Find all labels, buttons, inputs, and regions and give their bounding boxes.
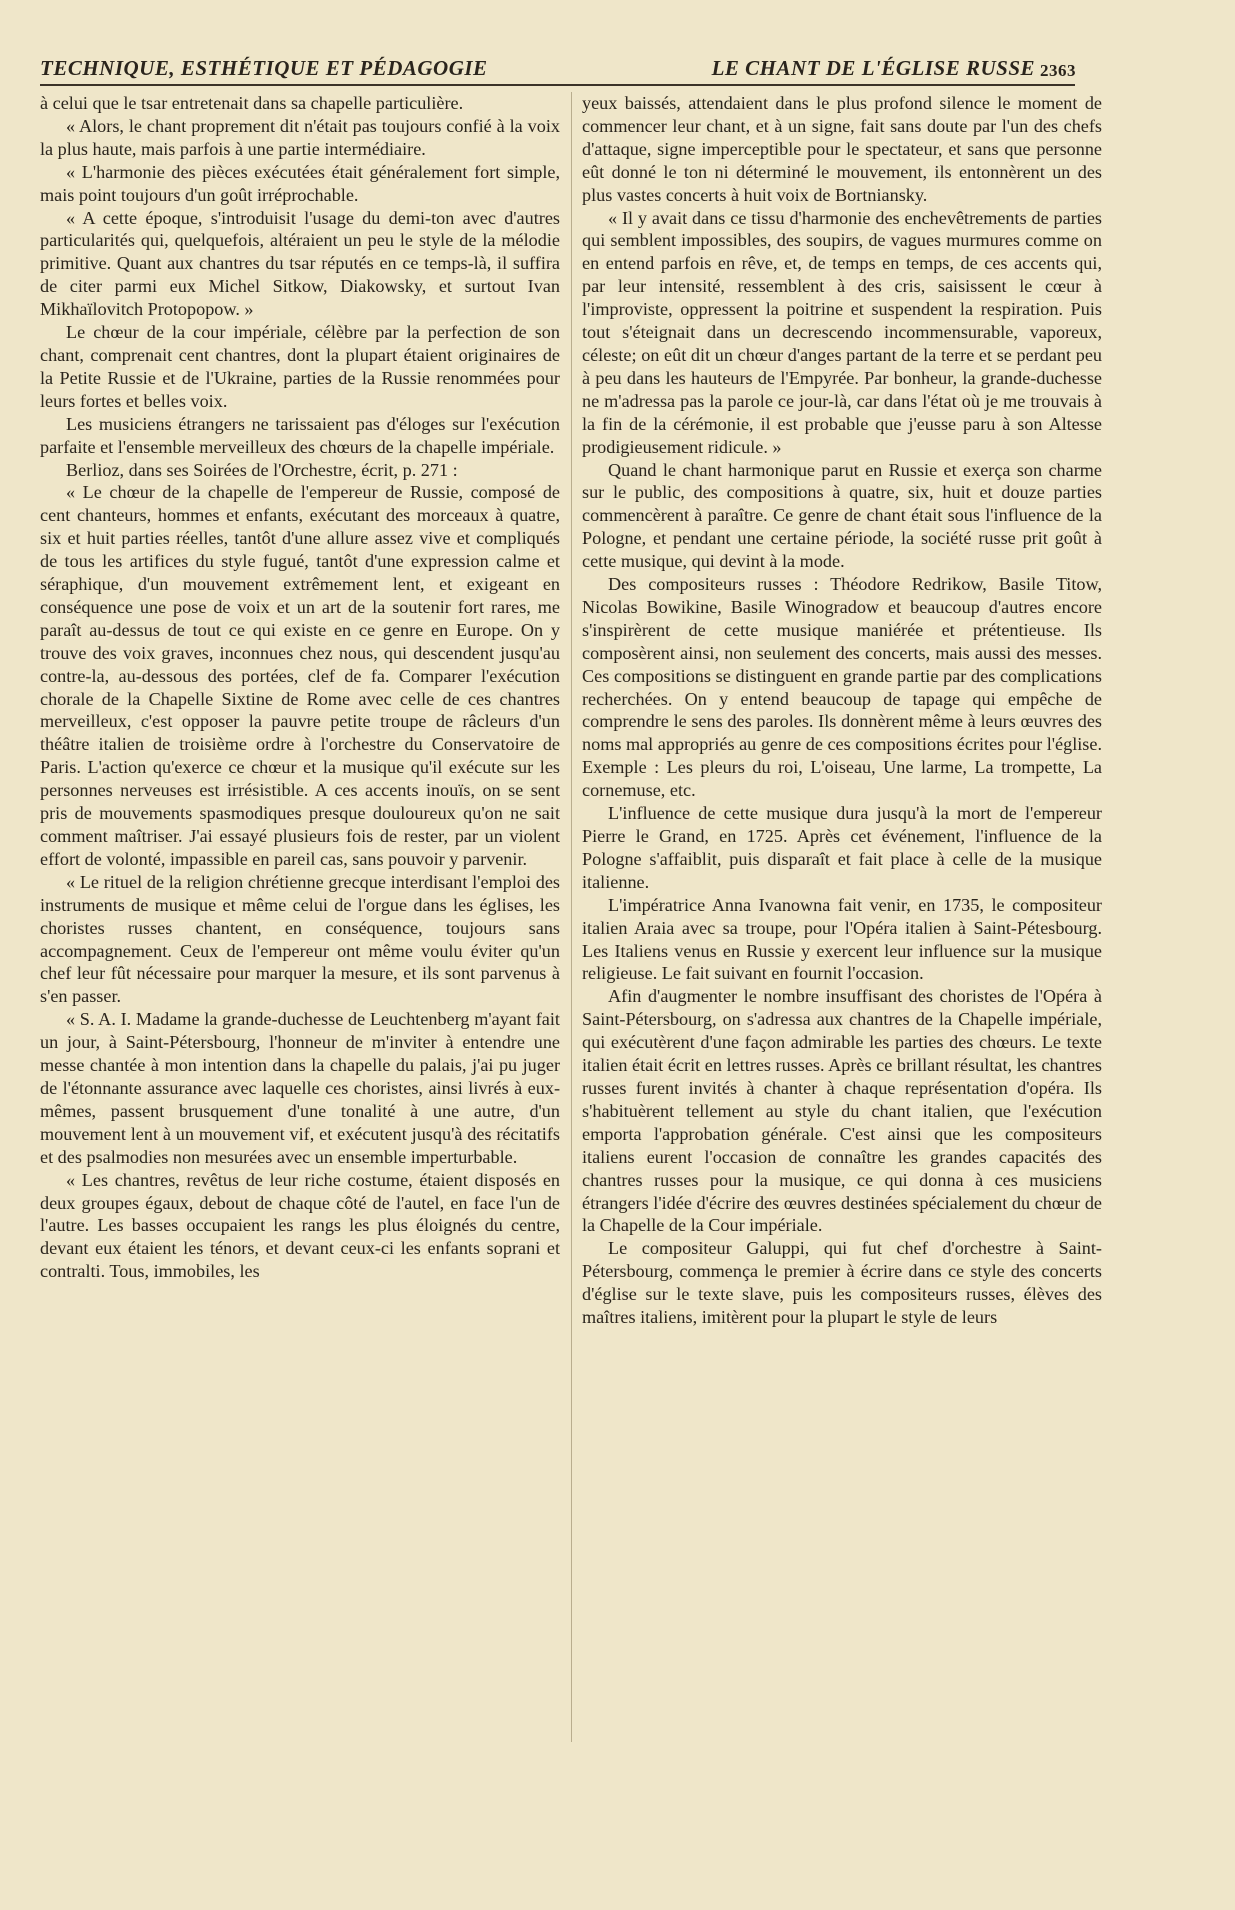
paragraph: Le compositeur Galuppi, qui fut chef d'orchestre à Saint-Pétersbourg, commença le premier à écrire dans ce style des concerts d'église sur le texte slave, puis les compositeurs russes, élèves des maîtres italiens, imitèrent pour la plupart le style de leurs (582, 1238, 1102, 1328)
paragraph: à celui que le tsar entretenait dans sa chapelle particulière. (40, 93, 464, 113)
right-column (582, 92, 1102, 1329)
page-number: 2363 (1040, 61, 1076, 80)
header-left-title: TECHNIQUE, ESTHÉTIQUE ET PÉDAGOGIE (40, 56, 488, 80)
paragraph: Quand le chant harmonique parut en Russie et exerça son charme sur le public, des compositions à quatre, six, huit et douze parties commencèrent à paraître. Ce genre de chant était sous l'influence de la Pologne, et pendant une certaine période, la société russe prit goût à cette musique, qui devint à la mode. (582, 459, 1102, 572)
paragraph: Le chœur de la cour impériale, célèbre par la perfection de son chant, comprenait cent chantres, dont la plupart étaient originaires de la Petite Russie et de l'Ukraine, parties de la Russie renommées pour leurs fortes et belles voix. (40, 322, 560, 411)
paragraph: « A cette époque, s'introduisit l'usage du demi-ton avec d'autres particularités qui, quelquefois, altéraient un peu le style de la mélodie primitive. Quant aux chantres du tsar réputés en ce temps-là, il suffira de citer parmi eux Michel Sitkow, Diakowsky, et surtout Ivan Mikhaïlovitch Protopopow. » (40, 207, 560, 320)
paragraph: L'influence de cette musique dura jusqu'à la mort de l'empereur Pierre le Grand, en 1725. Après cet événement, l'influence de la Pologne s'affaiblit, puis disparaît et fait place à celle de la musique italienne. (582, 803, 1102, 892)
header-right-title: LE CHANT DE L'ÉGLISE RUSSE (711, 56, 1035, 80)
paragraph: « Il y avait dans ce tissu d'harmonie des enchevêtrements de parties qui semblent impossibles, des soupirs, de vagues murmures comme on en entend parfois en rêve, et, de temps en temps, de ces accents qui, par leur intensité, ressemblent à des cris, saisissent le cœur à l'improviste, oppressent la poitrine et suspendent la respiration. Puis tout s'éteignait dans un decrescendo incommensurable, vaporeux, céleste; on eût dit un chœur d'anges partant de la terre et se perdant peu à peu dans les hauteurs de l'Empyrée. Par bonheur, la grande-duchesse ne m'adressa pas la parole ce jour-là, car dans l'état où je me trouvais à la fin de la cérémonie, il est probable que j'eusse paru à son Altesse prodigieusement ridicule. » (582, 207, 1102, 457)
paragraph: Les musiciens étrangers ne tarissaient pas d'éloges sur l'exécution parfaite et l'ensemble merveilleux des chœurs de la chapelle impériale. (40, 413, 560, 457)
paragraph: « S. A. I. Madame la grande-duchesse de Leuchtenberg m'ayant fait un jour, à Saint-Pétersbourg, l'honneur de m'inviter à entendre une messe chantée à mon intention dans la chapelle du palais, j'ai pu juger de l'étonnante assurance avec laquelle ces choristes, ainsi livrés à eux-mêmes, passent brusquement d'une tonalité à une autre, d'un mouvement lent à un mouvement vif, et exécutent jusqu'à des récitatifs et des psalmodies non mesurées avec un ensemble imperturbable. (40, 1009, 560, 1167)
paragraph: yeux baissés, attendaient dans le plus profond silence le moment de commencer leur chant, et à un signe, fait sans doute par l'un des chefs d'attaque, signe imperceptible pour le spectateur, et sans que personne eût donné le ton ni déterminé le mouvement, ils entonnèrent un des plus vastes concerts à huit voix de Bortniansky. (582, 93, 1102, 205)
paragraph: Des compositeurs russes : Théodore Redrikow, Basile Titow, Nicolas Bowikine, Basile Winogradow et beaucoup d'autres encore s'inspirèrent de cette musique maniérée et prétentieuse. Ils composèrent ainsi, non seulement des concerts, mais aussi des messes. Ces compositions se distinguent en grande partie par des complications recherchées. On y entend beaucoup de tapage qui empêche de comprendre le sens des paroles. Ils donnèrent même à leurs œuvres des noms mal appropriés au genre de ces compositions écrites pour l'église. Exemple : Les pleurs du roi, L'oiseau, Une larme, La trompette, La cornemuse, etc. (582, 574, 1102, 801)
paragraph: « Les chantres, revêtus de leur riche costume, étaient disposés en deux groupes égaux, debout de chaque côté de l'autel, en face l'un de l'autre. Les basses occupaient les rangs les plus éloignés du centre, devant eux étaient les ténors, et devant ceux-ci les enfants soprani et contralti. Tous, immobiles, les (40, 1169, 560, 1282)
paragraph: « L'harmonie des pièces exécutées était généralement fort simple, mais point toujours d'un goût irréprochable. (40, 161, 560, 205)
paragraph: « Le rituel de la religion chrétienne grecque interdisant l'emploi des instruments de musique et même celui de l'orgue dans les églises, les choristes russes chantent, en conséquence, toujours sans accompagnement. Ceux de l'empereur ont même voulu éviter qu'un chef leur fût nécessaire pour marquer la mesure, et ils sont parvenus à s'en passer. (40, 871, 560, 1007)
left-column (40, 92, 560, 1283)
paragraph: Berlioz, dans ses Soirées de l'Orchestre, écrit, p. 271 : (66, 459, 458, 480)
paragraph: « Alors, le chant proprement dit n'était pas toujours confié à la voix la plus haute, mais parfois à une partie intermédiaire. (40, 115, 560, 159)
paragraph: L'impératrice Anna Ivanowna fait venir, en 1735, le compositeur italien Araia avec sa troupe, pour l'Opéra italien à Saint-Pétesbourg. Les Italiens venus en Russie y exercent leur influence sur la musique religieuse. Le fait suivant en fournit l'occasion. (582, 894, 1102, 984)
paragraph: « Le chœur de la chapelle de l'empereur de Russie, composé de cent chanteurs, hommes et enfants, exécutant des morceaux à quatre, six et huit parties réelles, tantôt d'une allure assez vive et compliqués de tous les artifices du style fugué, tantôt d'une expression calme et séraphique, d'un mouvement extrêmement lent, et exigeant en conséquence une pose de voix et un art de la soutenir fort rares, me paraît au-dessus de tout ce qui existe en ce genre en Europe. On y trouve des voix graves, inconnues chez nous, qui descendent jusqu'au contre-la, au-dessous des portées, clef de fa. Comparer l'exécution chorale de la Chapelle Sixtine de Rome avec celle de ces chantres merveilleux, c'est opposer la pauvre petite troupe de râcleurs d'un théâtre italien de troisième ordre à l'orchestre du Conservatoire de Paris. L'action qu'exerce ce chœur et la musique qu'il exécute sur les personnes nerveuses est irrésistible. A ces accents inouïs, on se sent pris de mouvements spasmodiques presque douloureux qu'on ne sait comment maîtriser. J'ai essayé plusieurs fois de rester, par un violent effort de volonté, impassible en pareil cas, sans pouvoir y parvenir. (40, 482, 560, 869)
paragraph: Afin d'augmenter le nombre insuffisant des choristes de l'Opéra à Saint-Pétersbourg, on s'adressa aux chantres de la Chapelle impériale, qui exécutèrent d'une façon admirable les parties des chœurs. Le texte italien était écrit en lettres russes. Après ce brillant résultat, les chantres russes furent invités à chanter à chaque représentation d'opéra. Ils s'habituèrent tellement au style du chant italien, que l'exécution emporta l'approbation générale. C'est ainsi que les compositeurs italiens eurent l'occasion de connaître les grandes capacités des chantres russes pour la musique, ce qui donna à ces musiciens étrangers l'idée d'écrire des œuvres destinées spécialement du chœur de la Chapelle de la Cour impériale. (582, 986, 1102, 1236)
column-divider (571, 92, 572, 1742)
running-header (40, 54, 1075, 86)
